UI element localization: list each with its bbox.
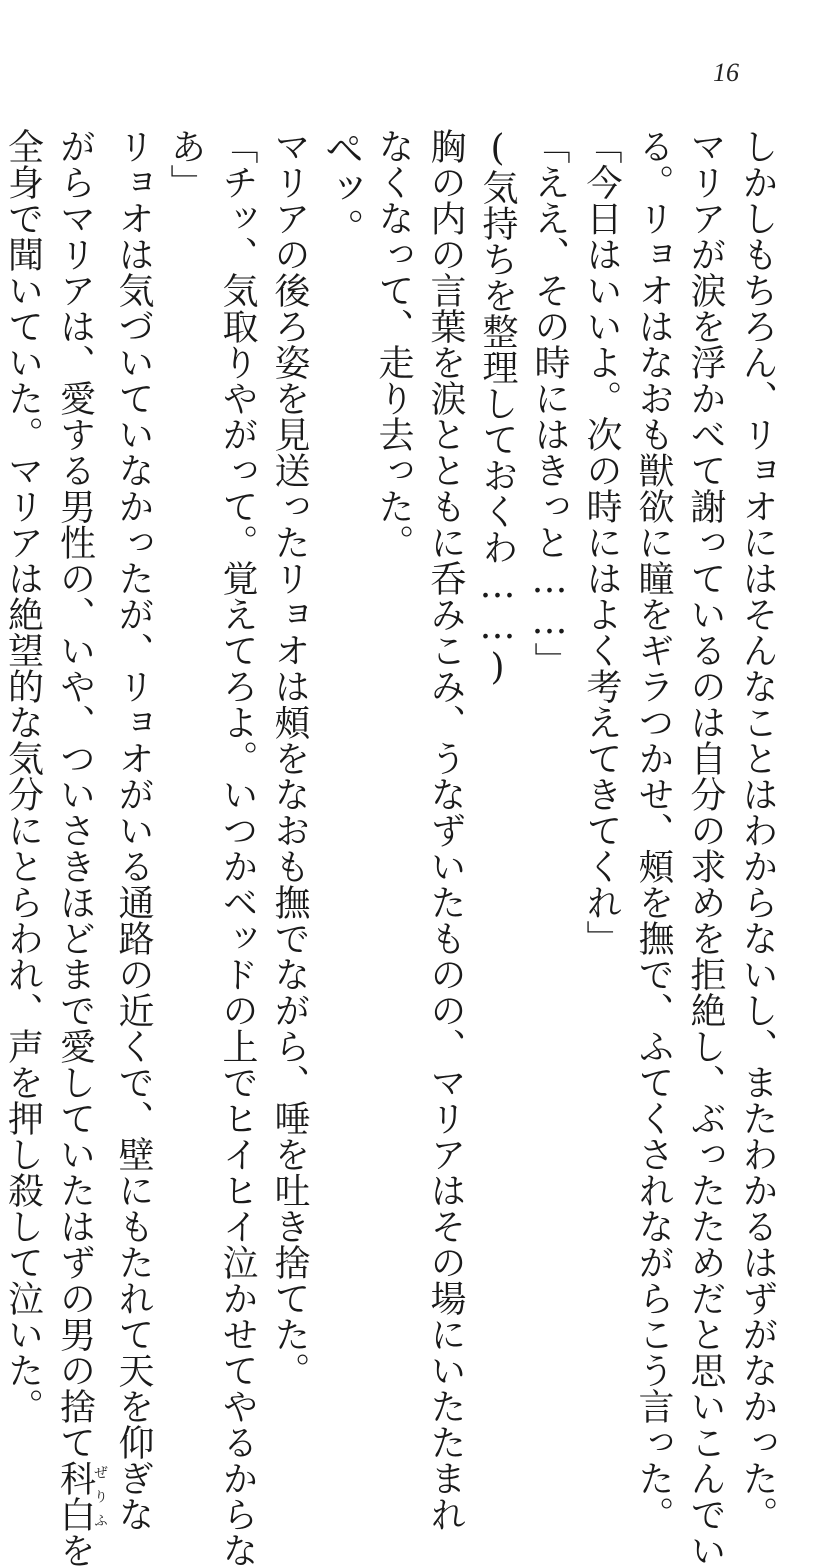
ruby-word [54,1460,108,1532]
text-line: 「今日はいいよ。次の時にはよく考えてきてくれ」 [581,128,622,956]
text-line: 胸の内の言葉を涙とともに呑みこみ、うなずいたものの、マリアはその場にいたたまれ [425,128,466,1532]
text-line: 「ええ、その時にはきっと……」 [529,128,570,678]
text-line: しかしもちろん、リョオにはそんなことはわからないし、またわかるはずがなかった。 [737,128,778,1532]
page-number: 16 [713,58,739,87]
text-line: マリアの後ろ姿を見送ったリョオは頰をなおも撫でながら、唾を吐き捨てた。 [269,128,310,1388]
text-line-with-ruby [49,128,108,1568]
text-line: 「チッ、気取りやがって。覚えてろよ。いつかベッドの上でヒイヒイ泣かせてやるからな [217,128,258,1568]
text-line: リョオは気づいていなかったが、リョオがいる通路の近くで、壁にもたれて天を仰ぎな [113,128,154,1532]
text-line-part: がらマリアは、愛する男性の、いや、ついさきほどまで愛していたはずの男の捨て [54,128,96,1460]
text-line: る。リョオはなおも獣欲に瞳をギラつかせ、頰を撫で、ふてくされながらこう言った。 [633,128,674,1532]
text-line: あ」 [165,128,206,200]
text-line: なくなって、走り去った。 [373,128,414,560]
text-line: ペッ。 [318,128,364,248]
ruby-reading: ぜりふ [92,1460,108,1532]
text-line: マリアが涙を浮かべて謝っているのは自分の求めを拒絶し、ぶったためだと思いこんでい [685,128,726,1568]
ruby-suffix: を [54,1532,96,1568]
body-text [0,128,783,1568]
ruby-base: 科白 [54,1460,96,1532]
text-line: 全身で聞いていた。マリアは絶望的な気分にとらわれ、声を押し殺して泣いた。 [2,128,44,1424]
text-line: (気持ちを整理しておくわ……) [477,128,518,688]
